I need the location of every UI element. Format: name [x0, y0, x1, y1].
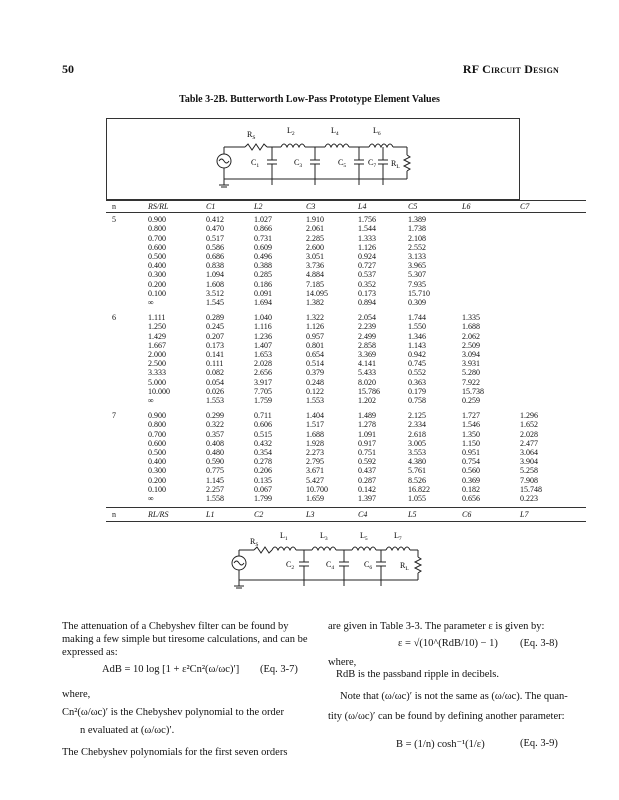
- table-header-row: [106, 201, 586, 213]
- equation-3-9-number: (Eq. 3-9): [520, 738, 558, 749]
- l2-values: 1.027 0.866 0.731 0.609 0.496 0.388 0.285 0.186 0.091 1.694: [254, 215, 272, 308]
- header-rs-rl: RS/RL: [148, 201, 206, 213]
- l2-values: 0.711 0.606 0.515 0.432 0.354 0.278 0.206 0.135 0.067 1.799: [254, 411, 272, 504]
- footer-rl-rs: RL/RS: [148, 508, 206, 522]
- equation-3-7: AdB = 10 log [1 + ε²Cn²(ω/ωc)′]: [102, 664, 240, 675]
- table-group-n7: [106, 409, 586, 508]
- c7-values: 1.296 1.652 2.028 2.477 3.064 3.904 5.258 7.908 15.748 0.223: [520, 411, 542, 504]
- chebyshev-definition: Cn²(ω/ωc)′ is the Chebyshev polynomial to the order: [62, 707, 284, 718]
- c7-values: [520, 213, 586, 312]
- top-circuit-frame: [106, 118, 520, 200]
- l7-inductor-icon: [386, 547, 410, 550]
- body-left-paragraph: The attenuation of a Chebyshev filter can be found by making a few simple but tiresome calculations, and can be expressed as:: [62, 621, 308, 658]
- c3-values: 1.404 1.517 1.688 1.928 2.273 2.795 3.671 5.427 10.700 1.659: [306, 411, 328, 504]
- c7-label: $C_7$: [368, 158, 377, 169]
- bottom-l1-label: $L_1$: [280, 531, 288, 542]
- l6-label: $L_6$: [373, 126, 381, 137]
- c1-values: 0.412 0.470 0.517 0.586 0.686 0.838 1.094 1.608 3.512 1.545: [206, 215, 224, 308]
- l6-values: [462, 213, 520, 312]
- footer-l1: L1: [206, 508, 254, 522]
- footer-n: n: [106, 508, 148, 522]
- c5-values: 2.125 2.334 2.618 3.005 3.553 4.380 5.761 8.526 16.822 1.055: [408, 411, 430, 504]
- header-c7: C7: [520, 201, 586, 213]
- l2-values: 1.040 1.116 1.236 1.407 1.653 2.028 2.656 3.917 7.705 1.759: [254, 313, 272, 406]
- source-icon: [232, 556, 246, 570]
- footer-l5: L5: [408, 508, 462, 522]
- l4-inductor-icon: [325, 144, 349, 147]
- rs-resistor-icon: [254, 547, 272, 553]
- c3-values: 1.910 2.061 2.285 2.600 3.051 3.736 4.884 7.185 14.095 1.382: [306, 215, 328, 308]
- c1-values: 0.289 0.245 0.207 0.173 0.141 0.111 0.082 0.054 0.026 1.553: [206, 313, 224, 406]
- rl-label: $R_L$: [391, 159, 400, 170]
- rs-label: $R_S$: [247, 130, 256, 141]
- bottom-c6-label: $C_6$: [364, 560, 373, 571]
- header-n: n: [106, 201, 148, 213]
- l1-inductor-icon: [272, 547, 296, 550]
- l4-values: 1.489 1.278 1.091 0.917 0.751 0.592 0.437 0.287 0.142 1.397: [358, 411, 376, 504]
- group-n-value: 6: [112, 313, 116, 323]
- rs-rl-values: 0.900 0.800 0.700 0.600 0.500 0.400 0.300 0.200 0.100 ∞: [148, 215, 166, 308]
- body-left-last-line: The Chebyshev polynomials for the first seven orders: [62, 747, 288, 758]
- footer-c4: C4: [358, 508, 408, 522]
- top-circuit-diagram: [107, 119, 521, 201]
- c5-values: 1.389 1.738 2.108 2.552 3.133 3.965 5.307 7.935 15.710 0.309: [408, 215, 430, 308]
- bottom-l5-label: $L_5$: [360, 531, 368, 542]
- table-group-n6: [106, 311, 586, 409]
- footer-c6: C6: [462, 508, 520, 522]
- chebyshev-definition-cont: n evaluated at (ω/ωc)′.: [80, 725, 175, 736]
- l4-values: 2.054 2.239 2.499 2.858 3.369 4.141 5.433 8.020 15.786 1.202: [358, 313, 380, 406]
- l4-label: $L_4$: [331, 126, 339, 137]
- rs-rl-values: 0.900 0.800 0.700 0.600 0.500 0.400 0.300 0.200 0.100 ∞: [148, 411, 166, 504]
- header-l2: L2: [254, 201, 306, 213]
- l4-values: 1.756 1.544 1.333 1.126 0.924 0.727 0.537 0.352 0.173 0.894: [358, 215, 376, 308]
- header-l4: L4: [358, 201, 408, 213]
- l6-values: 1.335 1.688 2.062 2.509 3.094 3.931 5.280 7.922 15.738 0.259: [462, 313, 484, 406]
- table-row: [106, 409, 586, 508]
- rl-resistor-icon: [415, 557, 421, 573]
- rs-resistor-icon: [245, 144, 267, 150]
- table-group-n5: [106, 213, 586, 312]
- bottom-rl-label: $R_L$: [400, 561, 409, 572]
- table-footer-row: [106, 508, 586, 522]
- l2-inductor-icon: [281, 144, 305, 147]
- table-row: [106, 213, 586, 312]
- bottom-rs-label: $R_S$: [250, 537, 259, 548]
- note-line-1: Note that (ω/ωc)′ is not the same as (ω/ωc). The quan-: [340, 691, 568, 702]
- equation-3-8: ε = √(10^(RdB/10) − 1): [398, 638, 498, 649]
- table-title: Table 3-2B. Butterworth Low-Pass Prototype Element Values: [179, 94, 440, 105]
- element-values-table: [106, 200, 586, 522]
- footer-c2: C2: [254, 508, 306, 522]
- header-l6: L6: [462, 201, 520, 213]
- page-number: 50: [62, 62, 74, 76]
- header-c1: C1: [206, 201, 254, 213]
- rl-resistor-icon: [404, 155, 410, 171]
- where-label-left: where,: [62, 689, 91, 700]
- bottom-l3-label: $L_3$: [320, 531, 328, 542]
- bottom-l7-label: $L_7$: [394, 531, 402, 542]
- group-n-value: 5: [112, 215, 116, 225]
- bottom-c2-label: $C_2$: [286, 560, 295, 571]
- l6-inductor-icon: [369, 144, 393, 147]
- note-line-2: tity (ω/ωc)′ can be found by defining another parameter:: [328, 711, 565, 722]
- c1-label: $C_1$: [251, 158, 260, 169]
- running-head: RF Circuit Design: [462, 62, 559, 76]
- l6-values: 1.727 1.546 1.350 1.150 0.951 0.754 0.560 0.369 0.182 0.656: [462, 411, 480, 504]
- equation-3-7-number: (Eq. 3-7): [260, 664, 298, 675]
- bottom-c4-label: $C_4$: [326, 560, 335, 571]
- equation-3-8-number: (Eq. 3-8): [520, 638, 558, 649]
- rs-rl-values: 1.111 1.250 1.429 1.667 2.000 2.500 3.333 5.000 10.000 ∞: [148, 313, 170, 406]
- footer-l3: L3: [306, 508, 358, 522]
- header-c3: C3: [306, 201, 358, 213]
- c5-label: $C_5$: [338, 158, 347, 169]
- l2-label: $L_2$: [287, 126, 295, 137]
- group-n-value: 7: [112, 411, 116, 421]
- c1-values: 0.299 0.322 0.357 0.408 0.480 0.590 0.775 1.145 2.257 1.558: [206, 411, 224, 504]
- l3-inductor-icon: [312, 547, 336, 550]
- equation-3-9: B = (1/n) cosh⁻¹(1/ε): [396, 739, 485, 750]
- body-right-paragraph: are given in Table 3-3. The parameter ε is given by:: [328, 621, 545, 632]
- c7-values: [520, 311, 586, 409]
- c5-values: 1.744 1.550 1.346 1.143 0.942 0.745 0.552 0.363 0.179 0.758: [408, 313, 426, 406]
- c3-values: 1.322 1.126 0.957 0.801 0.654 0.514 0.379 0.248 0.122 1.553: [306, 313, 324, 406]
- l5-inductor-icon: [352, 547, 376, 550]
- header-c5: C5: [408, 201, 462, 213]
- footer-l7: L7: [520, 508, 586, 522]
- where-label-right: where,: [328, 657, 357, 668]
- table-row: [106, 311, 586, 409]
- c3-label: $C_3$: [294, 158, 303, 169]
- rdb-definition: RdB is the passband ripple in decibels.: [336, 669, 500, 680]
